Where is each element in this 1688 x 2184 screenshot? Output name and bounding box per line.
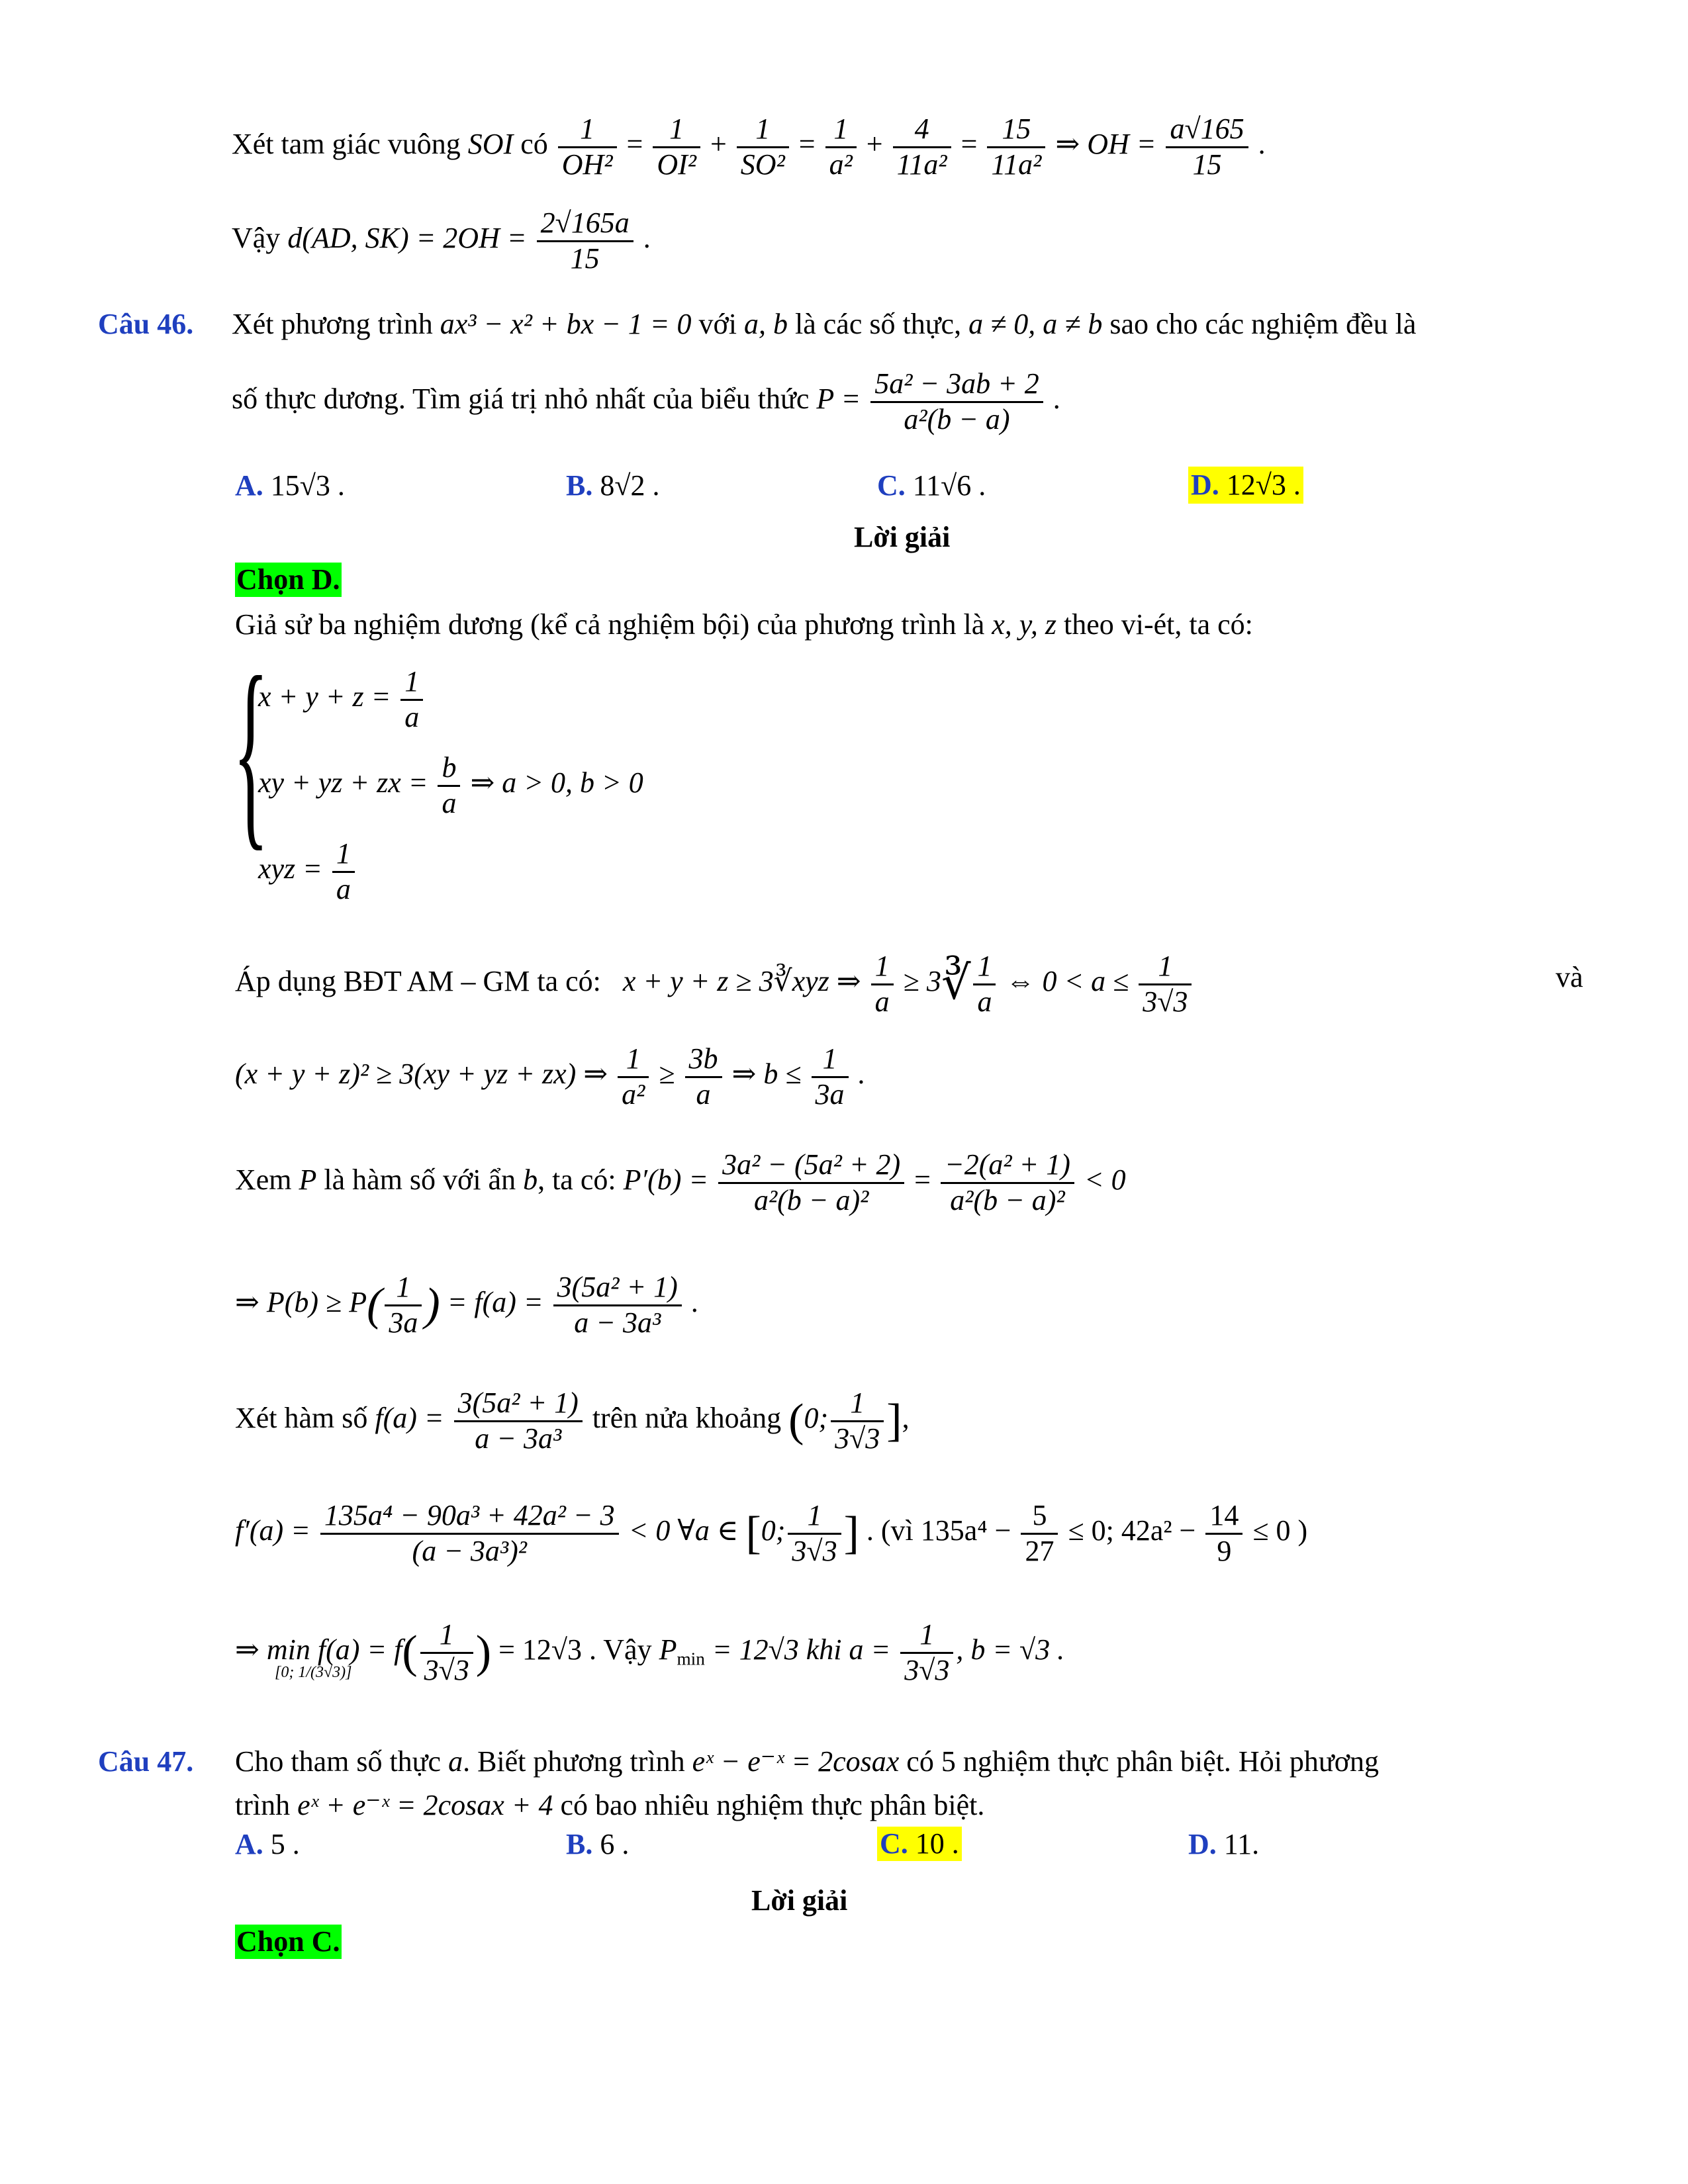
fraction — [558, 113, 617, 181]
text: trình — [235, 1789, 291, 1821]
num: 4 — [893, 113, 951, 148]
question-label: Câu 47. — [98, 1745, 194, 1778]
num: 1 — [332, 837, 355, 873]
text: = 12√3 . Vậy — [498, 1633, 652, 1666]
den: a — [404, 700, 420, 733]
text: x + y + z = — [258, 680, 391, 713]
text: Vậy — [232, 222, 281, 255]
num: −2(a² + 1) — [941, 1148, 1074, 1184]
text: xy + yz + zx = — [258, 766, 428, 799]
text: với — [698, 308, 737, 340]
text: Lời giải — [854, 521, 951, 553]
num: 1 — [973, 950, 996, 985]
math: ⇔ 0 < a ≤ — [1006, 965, 1129, 998]
math: (x + y + z)² ≥ 3(xy + yz + zx) ⇒ — [235, 1058, 608, 1091]
answer-value: 11√6 . — [912, 469, 986, 502]
math: a ≠ 0, a ≠ b — [968, 308, 1103, 340]
answer-value: 8√2 . — [600, 469, 660, 502]
math: x + y + z ≥ 3∛xyz ⇒ — [622, 965, 861, 998]
math: a, b — [744, 308, 788, 340]
math: P — [659, 1633, 677, 1666]
math: P′(b) = — [623, 1163, 709, 1197]
den: a²(b − a)² — [950, 1183, 1065, 1216]
fraction — [438, 751, 460, 820]
den: 3√3 — [904, 1653, 950, 1686]
num: 14 — [1205, 1499, 1243, 1535]
gia-su-line — [235, 610, 1253, 639]
num: 1 — [618, 1042, 649, 1078]
fraction — [320, 1499, 619, 1568]
answer-value: 10 . — [915, 1827, 959, 1860]
answer-c[interactable] — [877, 471, 986, 500]
text: 0; 1/(3√3) — [281, 1664, 346, 1681]
text: theo vi-ét, ta có: — [1064, 608, 1253, 641]
num: 5 — [1021, 1499, 1058, 1535]
text: và — [1556, 961, 1583, 993]
num: 1 — [737, 113, 789, 148]
fraction — [537, 206, 633, 275]
den: 3a — [815, 1077, 845, 1111]
fraction — [871, 950, 894, 1019]
math: ⇒ b ≤ — [731, 1058, 802, 1091]
fraction — [400, 665, 423, 734]
den: 3√3 — [424, 1653, 469, 1686]
den: a²(b − a) — [904, 402, 1010, 435]
answer-a-47[interactable] — [235, 1830, 300, 1859]
fraction — [553, 1271, 682, 1340]
fraction — [332, 837, 355, 906]
num: 1 — [1139, 950, 1192, 985]
math: b — [523, 1163, 538, 1197]
fraction — [454, 1387, 583, 1455]
num: 3(5a² + 1) — [454, 1387, 583, 1422]
answer-label: C. — [880, 1827, 908, 1860]
den: a — [336, 872, 351, 905]
num: 1 — [831, 1387, 884, 1422]
line-soi: Xét tam giác vuông SOI có $\frac{1}{\text{OH²}}$ = $\frac{1}{\text{OI²}}$ + $\frac{1}{\text{SO²}}$ = $\frac{1}{\text{a²}}$ + $\frac{4}{\text{11a²}}$ = $\frac{15}{\text{11a²}}$ ⇒ OH = $\frac{a√165}{15}$ . — [232, 113, 1266, 181]
math-soi: SOI — [467, 128, 514, 161]
den: OH² — [561, 148, 613, 181]
fraction — [1166, 113, 1248, 181]
text: là các số thực, — [795, 308, 962, 340]
text: . (vì 135a⁴ − — [866, 1514, 1011, 1547]
text: Xét tam giác vuông — [232, 128, 461, 161]
fraction — [618, 1042, 649, 1111]
xet-line: Xét hàm số f(a) = $\frac{\text{3(5a² + 1)}}{\text{a − 3a³}}$ trên nửa khoảng (0; $\frac{1}{3√3}$ ], — [235, 1387, 910, 1455]
fraction — [987, 113, 1045, 181]
num: 1 — [385, 1271, 422, 1306]
text: , ta có: — [538, 1163, 616, 1197]
answer-value: 5 . — [270, 1828, 300, 1860]
den: 3√3 — [835, 1422, 880, 1455]
num: 3a² − (5a² + 2) — [718, 1148, 904, 1184]
den: a − 3a³ — [475, 1422, 562, 1455]
text: sao cho các nghiệm đều là — [1109, 308, 1417, 340]
text: số thực dương. Tìm giá trị nhỏ nhất của biểu thức — [232, 383, 810, 416]
fraction — [1021, 1499, 1058, 1568]
equation: eˣ + e⁻ˣ = 2cosax + 4 — [297, 1789, 553, 1821]
answer-label: D. — [1191, 469, 1219, 501]
answer-label: B. — [566, 1828, 593, 1860]
num: 3b — [685, 1042, 722, 1078]
fraction — [1139, 950, 1192, 1019]
word-va — [1556, 963, 1583, 992]
num: 1 — [420, 1618, 473, 1654]
text: ⇒ a > 0, b > 0 — [470, 766, 643, 799]
text: xyz = — [258, 852, 322, 886]
solution-heading — [854, 523, 950, 552]
fraction-P — [870, 367, 1043, 436]
math: < 0 ∀a ∈ — [628, 1514, 739, 1547]
question-46-text2: số thực dương. Tìm giá trị nhỏ nhất của biểu thức P = $\frac{\text{5a² − 3ab + 2}}{\text{a²(b − a)}}$ . — [232, 367, 1060, 435]
question-47-label — [98, 1747, 193, 1776]
text: Áp dụng BĐT AM – GM ta có: — [235, 965, 601, 998]
num: 15 — [987, 113, 1045, 148]
den: a — [874, 985, 890, 1018]
equation: ax³ − x² + bx − 1 = 0 — [440, 308, 692, 340]
system-eq-2 — [258, 751, 643, 820]
amgm-line: Áp dụng BĐT AM – GM ta có: x + y + z ≥ 3∛xyz ⇒ $\frac{1}{a}$ ≥ 3∛ $\frac{1}{a}$ ⇔ 0 < a ≤ $\frac{1}{3√3}$ — [235, 950, 1194, 1019]
den: a — [977, 985, 992, 1018]
num: 1 — [653, 113, 700, 148]
den: 27 — [1025, 1534, 1055, 1567]
text: . Biết phương trình — [463, 1745, 685, 1778]
math: x, y, z — [992, 608, 1057, 641]
math: ≥ — [659, 1058, 675, 1091]
math: = 12√3 khi a = — [712, 1633, 891, 1666]
answer-c-47-correct[interactable] — [877, 1827, 962, 1861]
fraction — [973, 950, 996, 1019]
pb-line: ⇒ P(b) ≥ P( $\frac{1}{3a}$ ) = f(a) = $\frac{\text{3(5a² + 1)}}{\text{a − 3a³}}$ . — [235, 1271, 699, 1339]
answer-b[interactable] — [566, 471, 660, 500]
fraction — [788, 1499, 841, 1568]
min-range: [0; 1/(3√3)] — [275, 1664, 352, 1681]
text: Xét hàm số — [235, 1402, 368, 1435]
text: ≤ 0; 42a² − — [1068, 1514, 1196, 1547]
num: 1 — [788, 1499, 841, 1535]
den: 11a² — [896, 148, 947, 181]
text: Chọn D. — [236, 563, 340, 596]
text: có 5 nghiệm thực phân biệt. Hỏi phương — [906, 1745, 1380, 1778]
fraction — [737, 113, 789, 181]
text: Lời giải — [751, 1884, 848, 1917]
den: (a − 3a³)² — [412, 1534, 527, 1567]
math: ⇒ P(b) ≥ P — [235, 1286, 367, 1319]
math: P — [299, 1163, 317, 1197]
den: a — [442, 786, 457, 819]
den: OI² — [657, 148, 696, 181]
num: 135a⁴ − 90a³ + 42a² − 3 — [320, 1499, 619, 1535]
math: f′(a) = — [235, 1514, 310, 1547]
answer-a[interactable] — [235, 471, 345, 500]
num: 3(5a² + 1) — [553, 1271, 682, 1306]
text: Xét phương trình — [232, 308, 433, 340]
den: 15 — [570, 242, 600, 275]
equation: eˣ − e⁻ˣ = 2cosax — [692, 1745, 900, 1778]
fraction — [941, 1148, 1074, 1217]
answer-value: 12√3 . — [1226, 469, 1301, 501]
den: a²(b − a)² — [753, 1183, 869, 1216]
math: = f(a) = — [447, 1286, 543, 1319]
den: a − 3a³ — [574, 1306, 661, 1339]
den: 11a² — [991, 148, 1042, 181]
answer-label: A. — [235, 469, 263, 502]
question-46-line1 — [98, 310, 193, 339]
fraction — [385, 1271, 422, 1340]
fraction — [685, 1042, 722, 1111]
text: là hàm số với ẩn — [324, 1163, 516, 1197]
text: Cho tham số thực — [235, 1745, 442, 1778]
den: a² — [829, 148, 853, 181]
text: trên nửa khoảng — [592, 1402, 782, 1435]
num: 5a² − 3ab + 2 — [870, 367, 1043, 403]
num: b — [438, 751, 460, 787]
math: ⇒ min f(a) = f — [235, 1633, 402, 1666]
fraction — [1205, 1499, 1243, 1568]
answer-label: A. — [235, 1828, 263, 1860]
answer-label: B. — [566, 469, 593, 502]
fprime-line: f′(a) = $\frac{\text{135a⁴ − 90a³ + 42a² − 3}}{\text{(a − 3a³)²}}$ < 0 ∀a ∈ [0; $\frac{1}{3√3}$ ] . (vì 135a⁴ − $\frac{5}{27}$ ≤ 0; 42a² − $\frac{14}{9}$ ≤ 0 ) — [235, 1499, 1308, 1567]
answer-value: 11. — [1223, 1828, 1260, 1860]
xem-line: Xem P là hàm số với ẩn b, ta có: P′(b) = $\frac{\text{3a² − (5a² + 2)}}{\text{a²(b − a)²}}$ = $\frac{\text{−2(a² + 1)}}{\text{a²(b − a)²}}$ < 0 — [235, 1148, 1126, 1216]
num: 2√165a — [537, 206, 633, 242]
text: có — [520, 128, 548, 161]
math: d(AD, SK) = 2OH = — [287, 222, 527, 255]
text: Xem — [235, 1163, 292, 1197]
chosen-answer-d — [235, 563, 342, 597]
question-46-text1 — [232, 310, 1416, 339]
answer-label: D. — [1188, 1828, 1217, 1860]
fraction — [831, 1387, 884, 1455]
math: ⇒ OH = — [1055, 128, 1156, 161]
den: SO² — [740, 148, 785, 181]
ineq2-line: (x + y + z)² ≥ 3(xy + yz + zx) ⇒ $\frac{1}{\text{a²}}$ ≥ $\frac{3b}{a}$ ⇒ b ≤ $\frac{1}{3a}$ . — [235, 1042, 866, 1111]
math: < 0 — [1084, 1163, 1126, 1197]
solution-heading-47 — [751, 1886, 847, 1915]
math: ≥ 3 — [903, 965, 941, 998]
answer-label: C. — [877, 469, 906, 502]
math: 0; — [761, 1514, 786, 1547]
line-vay: Vậy d(AD, SK) = 2OH = $\frac{2√165a}{15}$ . — [232, 206, 651, 275]
text: Giả sử ba nghiệm dương (kể cả nghiệm bội) của phương trình là — [235, 608, 985, 641]
answer-d-correct[interactable] — [1188, 467, 1303, 504]
den: 3√3 — [1143, 985, 1188, 1018]
num: 1 — [400, 665, 423, 701]
answer-value: 15√3 . — [270, 469, 345, 502]
question-47-line2 — [235, 1791, 984, 1820]
question-label: Câu 46. — [98, 308, 194, 340]
system-eq-3 — [258, 837, 357, 906]
answer-value: 6 . — [600, 1828, 630, 1860]
num: a√165 — [1166, 113, 1248, 148]
text: ≤ 0 ) — [1252, 1514, 1308, 1547]
math: a — [448, 1745, 463, 1778]
text: Chọn C. — [236, 1925, 340, 1958]
brace: { — [233, 634, 269, 868]
fraction — [893, 113, 951, 181]
subscript: min — [677, 1649, 705, 1669]
num: 1 — [825, 113, 857, 148]
num: 1 — [812, 1042, 849, 1078]
den: a² — [622, 1077, 645, 1111]
den: 9 — [1217, 1534, 1232, 1567]
answer-d-47[interactable] — [1188, 1830, 1259, 1859]
den: 3√3 — [792, 1534, 837, 1567]
num: 1 — [871, 950, 894, 985]
num: 1 — [558, 113, 617, 148]
fraction — [718, 1148, 904, 1217]
min-line: ⇒ min f(a) = f( $\frac{1}{3√3}$ ) = 12√3 . Vậy $P_{min} = 12√3$ khi a = $\frac{1}{3√3}$ , b = √3 . — [235, 1618, 1065, 1686]
question-47-line1 — [235, 1747, 1379, 1776]
answer-b-47[interactable] — [566, 1830, 629, 1859]
fraction — [900, 1618, 953, 1687]
den: 3a — [389, 1306, 418, 1339]
system-eq-1 — [258, 665, 426, 734]
fraction — [825, 113, 857, 181]
math: 0; — [804, 1402, 829, 1435]
chosen-answer-c — [235, 1925, 342, 1959]
den: a — [696, 1077, 711, 1111]
math: , b = √3 . — [956, 1633, 1065, 1666]
fraction — [812, 1042, 849, 1111]
fraction — [653, 113, 700, 181]
text: có bao nhiêu nghiệm thực phân biệt. — [560, 1789, 985, 1821]
den: 15 — [1192, 148, 1222, 181]
num: 1 — [900, 1618, 953, 1654]
math: P = — [816, 383, 861, 416]
math: f(a) = — [375, 1402, 444, 1435]
fraction — [420, 1618, 473, 1687]
